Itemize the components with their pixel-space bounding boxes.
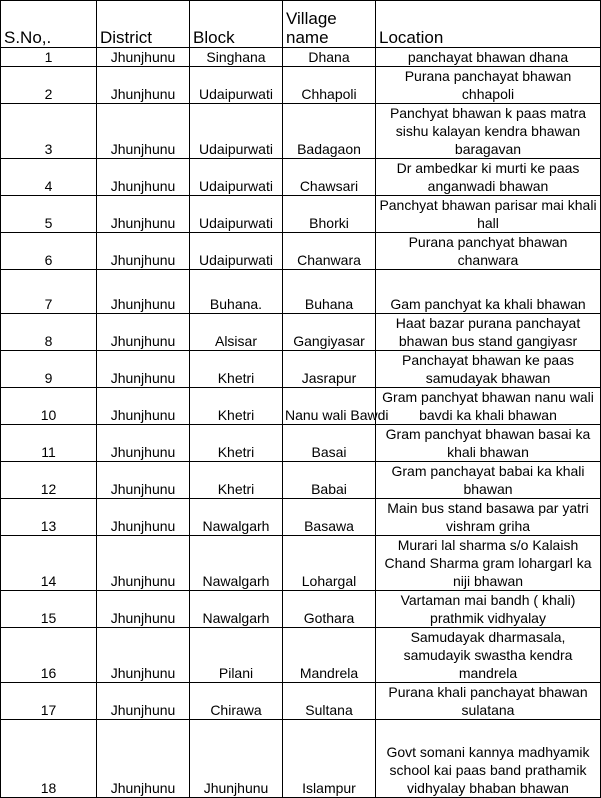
cell-location: Dr ambedkar ki murti ke paas anganwadi bhawan (376, 159, 601, 196)
cell-village: Jasrapur (283, 351, 376, 388)
table-row (1, 683, 601, 720)
cell-block: Udaipurwati (190, 159, 283, 196)
cell-sno: 13 (1, 499, 97, 536)
cell-location: Panchyat bhawan k paas matra sishu kalayan kendra bhawan baragavan (376, 104, 601, 159)
cell-location: Samudayak dharmasala, samudayik swastha kendra mandrela (376, 628, 601, 683)
cell-sno: 12 (1, 462, 97, 499)
cell-district: Jhunjhunu (97, 628, 190, 683)
cell-district: Jhunjhunu (97, 196, 190, 233)
cell-location: Main bus stand basawa par yatri vishram griha (376, 499, 601, 536)
cell-location: Vartaman mai bandh ( khali) prathmik vidhyalay (376, 591, 601, 628)
cell-district: Jhunjhunu (97, 159, 190, 196)
cell-location: Murari lal sharma s/o Kalaish Chand Sharma gram lohargarl ka niji bhawan (376, 536, 601, 591)
table-row (1, 536, 601, 591)
cell-location: Gram panchyat bhawan basai ka khali bhawan (376, 425, 601, 462)
table-row (1, 314, 601, 351)
cell-location: Gram panchayat babai ka khali bhawan (376, 462, 601, 499)
cell-location: Gram panchyat bhawan nanu wali bavdi ka khali bhawan (376, 388, 601, 425)
cell-district: Jhunjhunu (97, 388, 190, 425)
cell-block: Buhana. (190, 270, 283, 314)
cell-location: Purana panchayat bhawan chhapoli (376, 67, 601, 104)
cell-village: Basai (283, 425, 376, 462)
cell-sno: 8 (1, 314, 97, 351)
cell-sno: 3 (1, 104, 97, 159)
cell-village: Sultana (283, 683, 376, 720)
cell-district: Jhunjhunu (97, 270, 190, 314)
cell-sno: 1 (1, 48, 97, 67)
header-block: Block (190, 1, 283, 48)
cell-block: Nawalgarh (190, 591, 283, 628)
cell-district: Jhunjhunu (97, 48, 190, 67)
cell-village: Lohargal (283, 536, 376, 591)
table-row (1, 270, 601, 314)
table-row (1, 591, 601, 628)
header-village: Village name (283, 1, 376, 48)
cell-location: Haat bazar purana panchayat bhawan bus stand gangiyasr (376, 314, 601, 351)
cell-sno: 11 (1, 425, 97, 462)
table-row (1, 499, 601, 536)
cell-sno: 9 (1, 351, 97, 388)
cell-district: Jhunjhunu (97, 425, 190, 462)
header-location: Location (376, 1, 601, 48)
cell-location: panchayat bhawan dhana (376, 48, 601, 67)
table-row (1, 462, 601, 499)
cell-sno: 10 (1, 388, 97, 425)
cell-block: Jhunjhunu (190, 720, 283, 798)
cell-district: Jhunjhunu (97, 314, 190, 351)
cell-block: Udaipurwati (190, 196, 283, 233)
cell-district: Jhunjhunu (97, 67, 190, 104)
table-row (1, 159, 601, 196)
cell-block: Udaipurwati (190, 67, 283, 104)
cell-sno: 4 (1, 159, 97, 196)
table-row (1, 628, 601, 683)
cell-village: Chanwara (283, 233, 376, 270)
cell-sno: 16 (1, 628, 97, 683)
cell-village: Islampur (283, 720, 376, 798)
cell-sno: 7 (1, 270, 97, 314)
cell-location: Panchayat bhawan ke paas samudayak bhawan (376, 351, 601, 388)
cell-block: Nawalgarh (190, 536, 283, 591)
cell-district: Jhunjhunu (97, 462, 190, 499)
cell-district: Jhunjhunu (97, 720, 190, 798)
cell-village: Dhana (283, 48, 376, 67)
cell-village: Basawa (283, 499, 376, 536)
cell-district: Jhunjhunu (97, 351, 190, 388)
cell-sno: 5 (1, 196, 97, 233)
cell-village: Babai (283, 462, 376, 499)
cell-block: Khetri (190, 351, 283, 388)
cell-sno: 14 (1, 536, 97, 591)
cell-location: Govt somani kannya madhyamik school kai paas band prathamik vidhyalay bhaban bhawan (376, 720, 601, 798)
table-row (1, 351, 601, 388)
table-row (1, 104, 601, 159)
cell-village: Buhana (283, 270, 376, 314)
cell-village: Mandrela (283, 628, 376, 683)
cell-district: Jhunjhunu (97, 104, 190, 159)
table-row (1, 67, 601, 104)
table-row (1, 196, 601, 233)
table-row (1, 425, 601, 462)
cell-district: Jhunjhunu (97, 683, 190, 720)
cell-sno: 15 (1, 591, 97, 628)
cell-sno: 2 (1, 67, 97, 104)
cell-block: Pilani (190, 628, 283, 683)
cell-village: Gothara (283, 591, 376, 628)
cell-location: Purana khali panchayat bhawan sulatana (376, 683, 601, 720)
table-row (1, 233, 601, 270)
cell-village: Chawsari (283, 159, 376, 196)
cell-block: Udaipurwati (190, 104, 283, 159)
header-row (1, 1, 601, 48)
cell-block: Singhana (190, 48, 283, 67)
cell-village: Chhapoli (283, 67, 376, 104)
cell-block: Khetri (190, 462, 283, 499)
cell-block: Nawalgarh (190, 499, 283, 536)
cell-block: Alsisar (190, 314, 283, 351)
cell-district: Jhunjhunu (97, 499, 190, 536)
cell-district: Jhunjhunu (97, 536, 190, 591)
cell-village: Bhorki (283, 196, 376, 233)
cell-district: Jhunjhunu (97, 591, 190, 628)
cell-block: Khetri (190, 388, 283, 425)
cell-block: Udaipurwati (190, 233, 283, 270)
header-district: District (97, 1, 190, 48)
cell-sno: 6 (1, 233, 97, 270)
cell-village: Badagaon (283, 104, 376, 159)
table-row (1, 388, 601, 425)
cell-village: Gangiyasar (283, 314, 376, 351)
cell-sno: 17 (1, 683, 97, 720)
cell-sno: 18 (1, 720, 97, 798)
cell-block: Chirawa (190, 683, 283, 720)
cell-block: Khetri (190, 425, 283, 462)
cell-district: Jhunjhunu (97, 233, 190, 270)
cell-location: Panchyat bhawan parisar mai khali hall (376, 196, 601, 233)
table-row (1, 48, 601, 67)
cell-location: Purana panchyat bhawan chanwara (376, 233, 601, 270)
table-row (1, 720, 601, 798)
header-sno: S.No,. (1, 1, 97, 48)
cell-location: Gam panchyat ka khali bhawan (376, 270, 601, 314)
cell-village: Nanu wali Bawdi (283, 388, 376, 425)
